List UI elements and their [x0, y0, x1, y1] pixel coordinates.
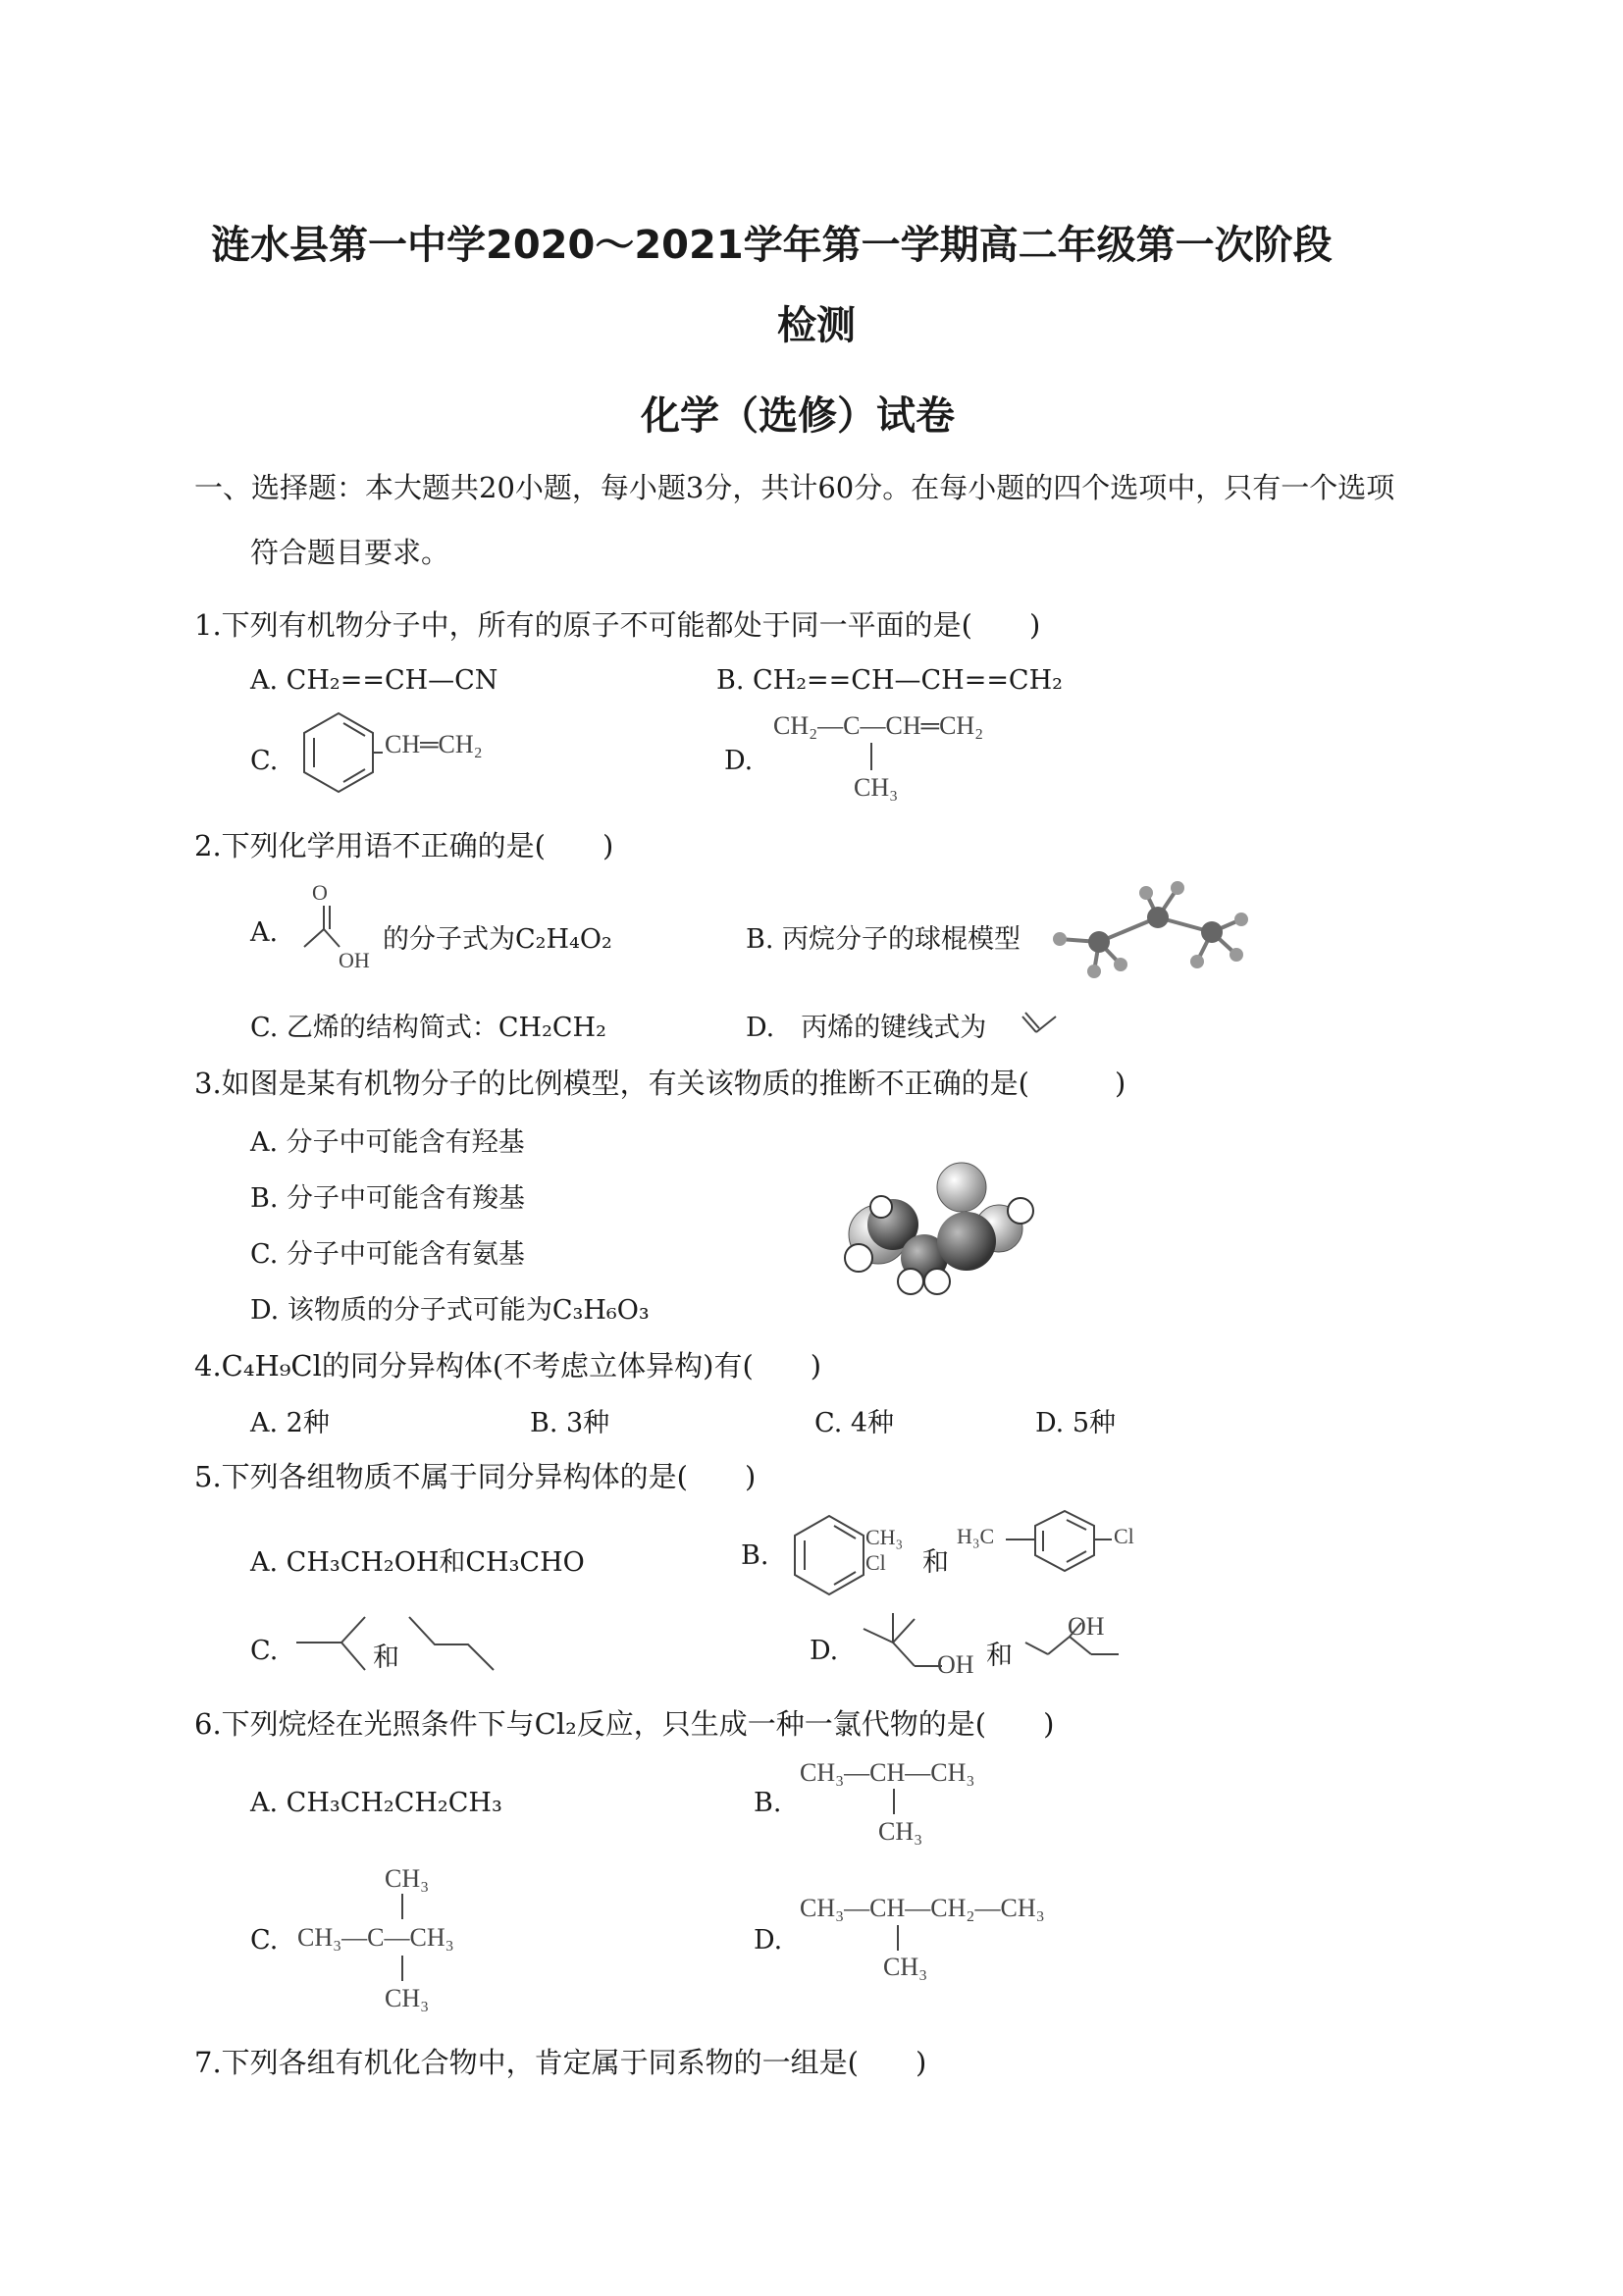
exam-title-line1: 涟水县第一中学2020～2021学年第一学期高二年级第一次阶段 [211, 223, 1333, 268]
q5-option-d-label: D. [810, 1636, 839, 1666]
q5-option-c-label: C. [250, 1636, 279, 1666]
q2-option-b: B. 丙烷分子的球棍模型 [746, 924, 1021, 955]
q6-option-a: A. CH₃CH₂CH₂CH₃ [250, 1788, 502, 1818]
question-2-stem: 2.下列化学用语不正确的是( ) [194, 829, 614, 862]
q6-option-c-label: C. [250, 1925, 279, 1956]
q1-option-d-label: D. [724, 746, 754, 776]
q5-option-b-h3c: H₃C [957, 1524, 995, 1548]
exam-subtitle: 化学（选修）试卷 [641, 393, 955, 439]
q2-option-d: D. 丙烯的键线式为 [746, 1013, 987, 1043]
question-5-stem: 5.下列各组物质不属于同分异构体的是( ) [194, 1460, 757, 1493]
q6-option-d-main-chain: CH₃—CH—CH₂—CH₃ [800, 1894, 1045, 1922]
q1-option-a: A. CH₂==CH—CN [250, 665, 498, 696]
q1-option-c-chain: CH═CH₂ [385, 730, 483, 758]
isobutane-skeletal-icon [294, 1609, 383, 1678]
q5-option-b-label: B. [741, 1540, 769, 1571]
q5-option-c-and: 和 [373, 1643, 399, 1673]
benzene-ring-icon [294, 708, 383, 807]
q5-option-b-and: 和 [922, 1547, 949, 1578]
question-1-stem: 1.下列有机物分子中，所有的原子不可能都处于同一平面的是( ) [194, 608, 1041, 642]
space-filling-model [834, 1148, 1060, 1295]
q3-option-c: C. 分子中可能含有氨基 [250, 1239, 525, 1270]
q6-option-c-bond-bottom [400, 1956, 410, 1985]
q6-option-b-main-chain: CH₃—CH—CH₃ [800, 1758, 975, 1787]
propene-skeletal-icon [1021, 1009, 1060, 1038]
q6-option-c-bottom: CH₃ [385, 1984, 430, 2012]
q5-option-b-chloro-2: Cl [1114, 1524, 1134, 1548]
q2-option-c: C. 乙烯的结构简式：CH₂CH₂ [250, 1013, 606, 1043]
q2-option-a-hydroxyl: OH [339, 948, 370, 972]
q6-option-c-bond-top [400, 1894, 410, 1923]
butane-skeletal-icon [407, 1609, 505, 1678]
q6-option-c-main-chain: CH₃—C—CH₃ [297, 1923, 454, 1952]
q5-option-d-hydroxyl-2: OH [1068, 1612, 1105, 1641]
question-6-stem: 6.下列烷烃在光照条件下与Cl₂反应，只生成一种一氯代物的是( ) [194, 1707, 1055, 1741]
exam-title-line2: 检测 [777, 303, 856, 348]
q5-option-d-and: 和 [986, 1641, 1013, 1671]
q6-option-d-label: D. [754, 1925, 783, 1956]
q3-option-b: B. 分子中可能含有羧基 [250, 1183, 526, 1214]
q4-option-b: B. 3种 [530, 1408, 610, 1438]
q5-option-a: A. CH₃CH₂OH和CH₃CHO [250, 1547, 585, 1578]
q4-option-d: D. 5种 [1035, 1408, 1117, 1438]
q5-option-d-hydroxyl-1: OH [937, 1650, 974, 1679]
q4-option-a: A. 2种 [250, 1408, 330, 1438]
section-instruction-line1: 一、选择题：本大题共20小题，每小题3分，共计60分。在每小题的四个选项中，只有一个选项 [194, 471, 1395, 504]
q6-option-d-bond [896, 1925, 906, 1955]
q6-option-b-bond [892, 1789, 902, 1818]
q2-option-a-text: 的分子式为C₂H₄O₂ [383, 924, 612, 955]
q6-option-c-top: CH₃ [385, 1864, 430, 1893]
q1-option-d-branch: CH₃ [854, 773, 899, 802]
question-3-stem: 3.如图是某有机物分子的比例模型，有关该物质的推断不正确的是( ) [194, 1067, 1126, 1100]
q5-option-b-methyl: CH₃ [865, 1525, 904, 1549]
q4-option-c: C. 4种 [814, 1408, 895, 1438]
q1-option-d-chain: CH₂—C—CH═CH₂ [773, 711, 984, 740]
p-chlorotoluene-ring-icon [1006, 1506, 1133, 1604]
question-7-stem: 7.下列各组有机化合物中，肯定属于同系物的一组是( ) [194, 2046, 927, 2079]
q6-option-d-branch: CH₃ [883, 1953, 928, 1981]
q6-option-b-branch: CH₃ [878, 1817, 923, 1846]
q2-option-a-label: A. [250, 917, 279, 948]
section-instruction-line2: 符合题目要求。 [250, 536, 450, 569]
q1-option-c-label: C. [250, 746, 279, 776]
propane-ball-stick-model [1050, 878, 1246, 986]
q6-option-b-label: B. [754, 1788, 782, 1818]
question-4-stem: 4.C₄H₉Cl的同分异构体(不考虑立体异构)有( ) [194, 1349, 822, 1383]
q3-option-d: D. 该物质的分子式可能为C₃H₆O₃ [250, 1295, 650, 1326]
q3-option-a: A. 分子中可能含有羟基 [250, 1127, 525, 1158]
q5-option-b-chloro: Cl [865, 1550, 886, 1575]
q2-option-a-oxygen: O [312, 880, 328, 905]
q1-option-d-bond [869, 743, 879, 772]
q1-option-b: B. CH₂==CH—CH==CH₂ [716, 665, 1063, 696]
